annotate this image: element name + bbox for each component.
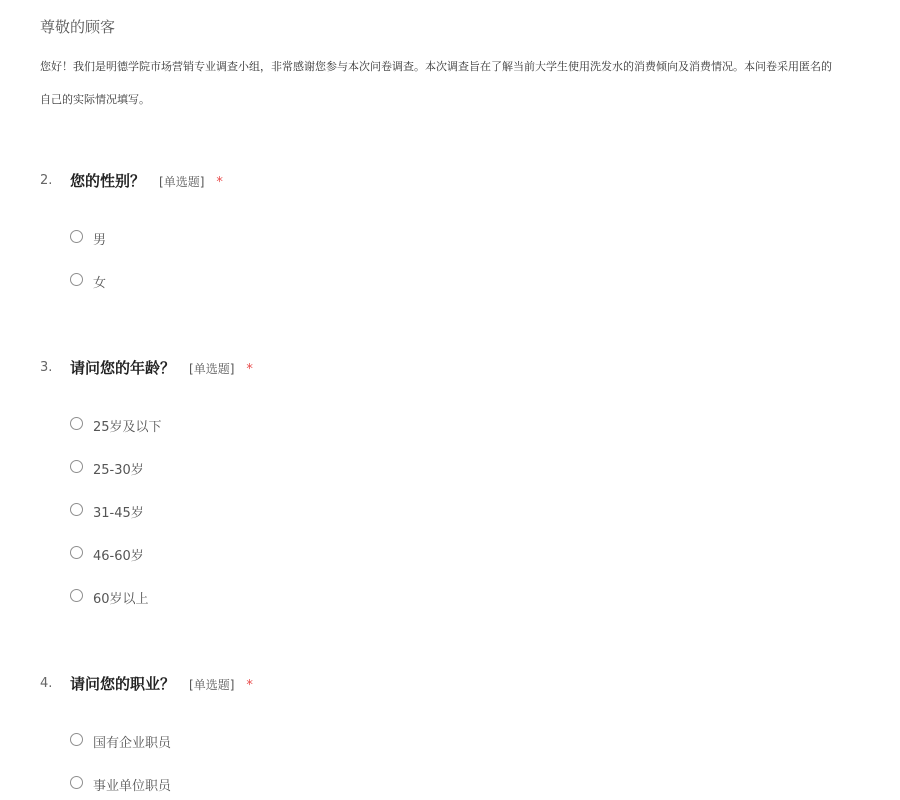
option-label: 男 <box>93 233 107 248</box>
radio-button[interactable] <box>70 589 83 602</box>
option-label: 事业单位职员 <box>93 779 172 794</box>
question-title-text: 请问您的职业？ <box>70 675 176 693</box>
radio-button[interactable] <box>70 733 83 746</box>
question-number: 4. <box>40 676 53 691</box>
question-number: 3. <box>40 360 53 375</box>
question-age <box>40 357 880 607</box>
question-title-row <box>40 673 880 697</box>
radio-button[interactable] <box>70 230 83 243</box>
question-title-row <box>40 357 880 381</box>
question-title <box>70 673 253 694</box>
question-type-label: [单选题] <box>189 678 235 692</box>
option-label: 31-45岁 <box>93 506 144 521</box>
required-marker: * <box>246 678 253 693</box>
option-label: 25岁及以下 <box>93 420 162 435</box>
greeting-title: 尊敬的顾客 <box>40 18 116 36</box>
radio-button[interactable] <box>70 546 83 559</box>
radio-button[interactable] <box>70 460 83 473</box>
option-label: 女 <box>93 276 107 291</box>
radio-button[interactable] <box>70 273 83 286</box>
question-type-label: [单选题] <box>159 175 205 189</box>
option-label: 25-30岁 <box>93 463 144 478</box>
option-label: 国有企业职员 <box>93 736 172 751</box>
question-title-text: 请问您的年龄？ <box>70 359 176 377</box>
required-marker: * <box>246 362 253 377</box>
required-marker: * <box>216 175 223 190</box>
question-type-label: [单选题] <box>189 362 235 376</box>
radio-button[interactable] <box>70 417 83 430</box>
question-title-row <box>40 170 880 194</box>
radio-button[interactable] <box>70 776 83 789</box>
radio-button[interactable] <box>70 503 83 516</box>
option-label: 46-60岁 <box>93 549 144 564</box>
question-title <box>70 357 253 378</box>
question-title-text: 您的性别？ <box>70 172 146 190</box>
intro-text-line-1: 您好！我们是明德学院市场营销专业调查小组，非常感谢您参与本次问卷调查。本次调查旨在了解当前大学生使用洗发水的消费倾向及消费情况。本问卷采用匿名的 <box>40 60 832 73</box>
question-gender <box>40 170 880 291</box>
intro-text-line-2: 自己的实际情况填写。 <box>40 93 150 106</box>
question-number: 2. <box>40 173 53 188</box>
question-occupation <box>40 673 880 794</box>
question-title <box>70 170 223 191</box>
option-label: 60岁以上 <box>93 592 149 607</box>
